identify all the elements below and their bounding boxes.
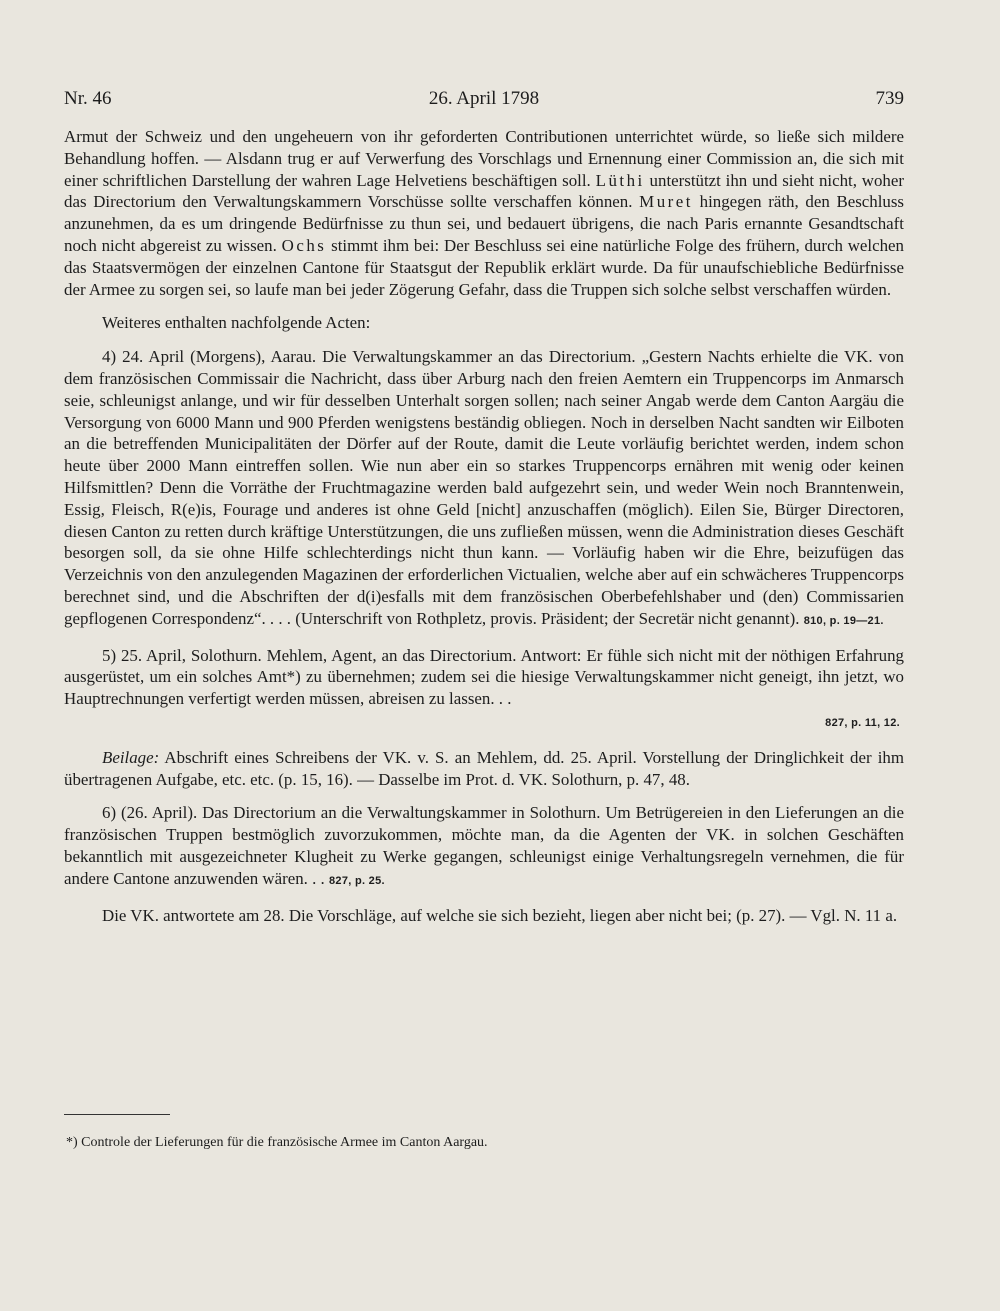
paragraph-beilage <box>64 747 904 791</box>
archive-reference: 827, p. 25. <box>328 874 385 887</box>
text-segment: hingegen räth, den Beschluss anzunehmen, da es um dringende Bedürfnisse zu thun sei, und bedauert übrigens, die nach Paris ernannte Gesandtschaft noch nicht abgereist zu wissen. <box>64 192 905 255</box>
header-date: 26. April 1798 <box>428 88 540 109</box>
footnote-divider <box>64 1114 170 1115</box>
page-header <box>64 88 904 118</box>
paragraph-acts-intro: Weiteres enthalten nachfolgende Acten: <box>102 313 371 333</box>
footnote: *) Controle der Lieferungen für die französische Armee im Canton Aargau. <box>66 1135 488 1150</box>
speaker-name: Ochs <box>281 235 327 255</box>
paragraph-act-5: 5) 25. April, Solothurn. Mehlem, Agent, an das Directorium. Antwort: Er fühle sich nicht mit der nöthigen Erfahrung ausgerüstet, um ein solches Amt*) zu übernehmen; zudem sei die hiesige Verwaltungskammer nicht geneigt, ihn jetzt, wo Hauptrechnungen verfertigt werden müssen, abreisen zu lassen. . . <box>64 645 904 709</box>
main-text <box>64 126 904 926</box>
speaker-name: Lüthi <box>595 170 645 190</box>
text-segment: Armut der Schweiz und den ungeheuern von ihr geforderten Contributionen unterrichtet würde, so ließe sich mildere Behandlung hoffen. — Alsdann trug er auf Verwerfung des Vorschlags und Ernennung einer Commission an, die sich mit einer schriftlichen Darstellung der wahren Lage Helvetiens beschäftigen soll. <box>64 127 904 190</box>
paragraph-act-6 <box>64 802 904 892</box>
speaker-name: Muret <box>639 192 693 212</box>
text-segment: stimmt ihm bei: Der Beschluss sei eine natürliche Folge des frühern, durch welchen das Staatsvermögen der einzelnen Cantone für Staatsgut der Republik erklärt wurde. Da für unaufschiebliche Bedürfnisse der Armee zu sorgen sei, so laufe man bei jeder Zögerung Gefahr, dass die Truppen sich solche selbst verschaffen würden. <box>64 235 904 299</box>
beilage-label: Beilage: <box>102 747 160 767</box>
act-text: 6) (26. April). Das Directorium an die Verwaltungskammer in Solothurn. Um Betrügereien in den Lieferungen an die französischen Truppen bestmöglich zuvorzukommen, möchte man, da die Agenten der VK. in solchen Geschäften bekanntlich mit ausgezeichneter Klugheit zu Werke gegangen, schleunigst einige Verhaltungsregeln vernehmen, die für andere Cantone anzuwenden wären. . . <box>64 803 904 888</box>
beilage-text: Abschrift eines Schreibens der VK. v. S. an Mehlem, dd. 25. April. Vorstellung der Dringlichkeit der ihm übertragenen Aufgabe, etc. etc. (p. 15, 16). — Dasselbe im Prot. d. VK. Solothurn, p. 47, 48. <box>64 747 904 789</box>
text-segment: unterstützt ihn und sieht nicht, woher das Directorium den Verwaltungskammern Vorschüsse sollte verschaffen können. <box>64 170 904 212</box>
act-text: 4) 24. April (Morgens), Aarau. Die Verwaltungskammer an das Directorium. „Gestern Nachts erhielte die VK. von dem französischen Commissair die Nachricht, dass über Arburg nach den freien Aemtern ein Truppencorps im Anmarsch seie, schleunigst anlange, und wir für desselben Unterhalt sorgen sollen; nach seiner Angab werde dem Canton Aargäu die Versorgung von 6000 Mann und 900 Pferden wenigstens beständig obliegen. Noch in derselben Nacht sandten wir Eilboten an die betreffenden Municipalitäten der Dörfer auf der Route, damit die Leute vorläufig berichtet werden, indem schon heute über 2000 Mann eintreffen sollen. Wie nun aber ein so starkes Truppencorps ernähren mit wenig oder keinen Hilfsmittlen? Denn die Vorräthe der Fruchtmagazine werden bald aufgezehrt sein, und weder Wein noch Branntenwein, Essig, Fleisch, R(e)is, Fourage und anderes ist ohne Geld [nicht] anzuschaffen (möglich). Eilen Sie, Bürger Directoren, diesen Canton zu retten durch kräftige Unterstützungen, die uns zufließen müssen, wenn die Administration dieses Geschäft besorgen soll, da sie ohne Hilfe schlechterdings nicht thun kann. — Vorläufig haben wir die Ehre, beizufügen das Verzeichnis von den anzulegenden Magazinen der erforderlichen Victualien, welche aber auf ein schwächeres Truppencorps berechnet sind, und die Abschriften der d(i)esfalls mit dem französischen Oberbefehlshaber und (den) Commissarien gepflogenen Correspondenz“. . . . (Unterschrift von Rothpletz, provis. Präsident; der Secretär nicht genannt). <box>64 347 904 628</box>
archive-reference: 810, p. 19—21. <box>803 614 884 627</box>
paragraph-response: Die VK. antwortete am 28. Die Vorschläge, auf welche sie sich bezieht, liegen aber nicht bei; (p. 27). — Vgl. N. 11 a. <box>102 905 898 925</box>
page-number: 739 <box>875 88 904 109</box>
document-number: Nr. 46 <box>64 88 112 109</box>
archive-reference: 827, p. 11, 12. <box>825 716 900 729</box>
archive-reference-line <box>64 710 904 735</box>
paragraph-debate <box>64 126 904 300</box>
paragraph-act-4 <box>64 346 904 632</box>
